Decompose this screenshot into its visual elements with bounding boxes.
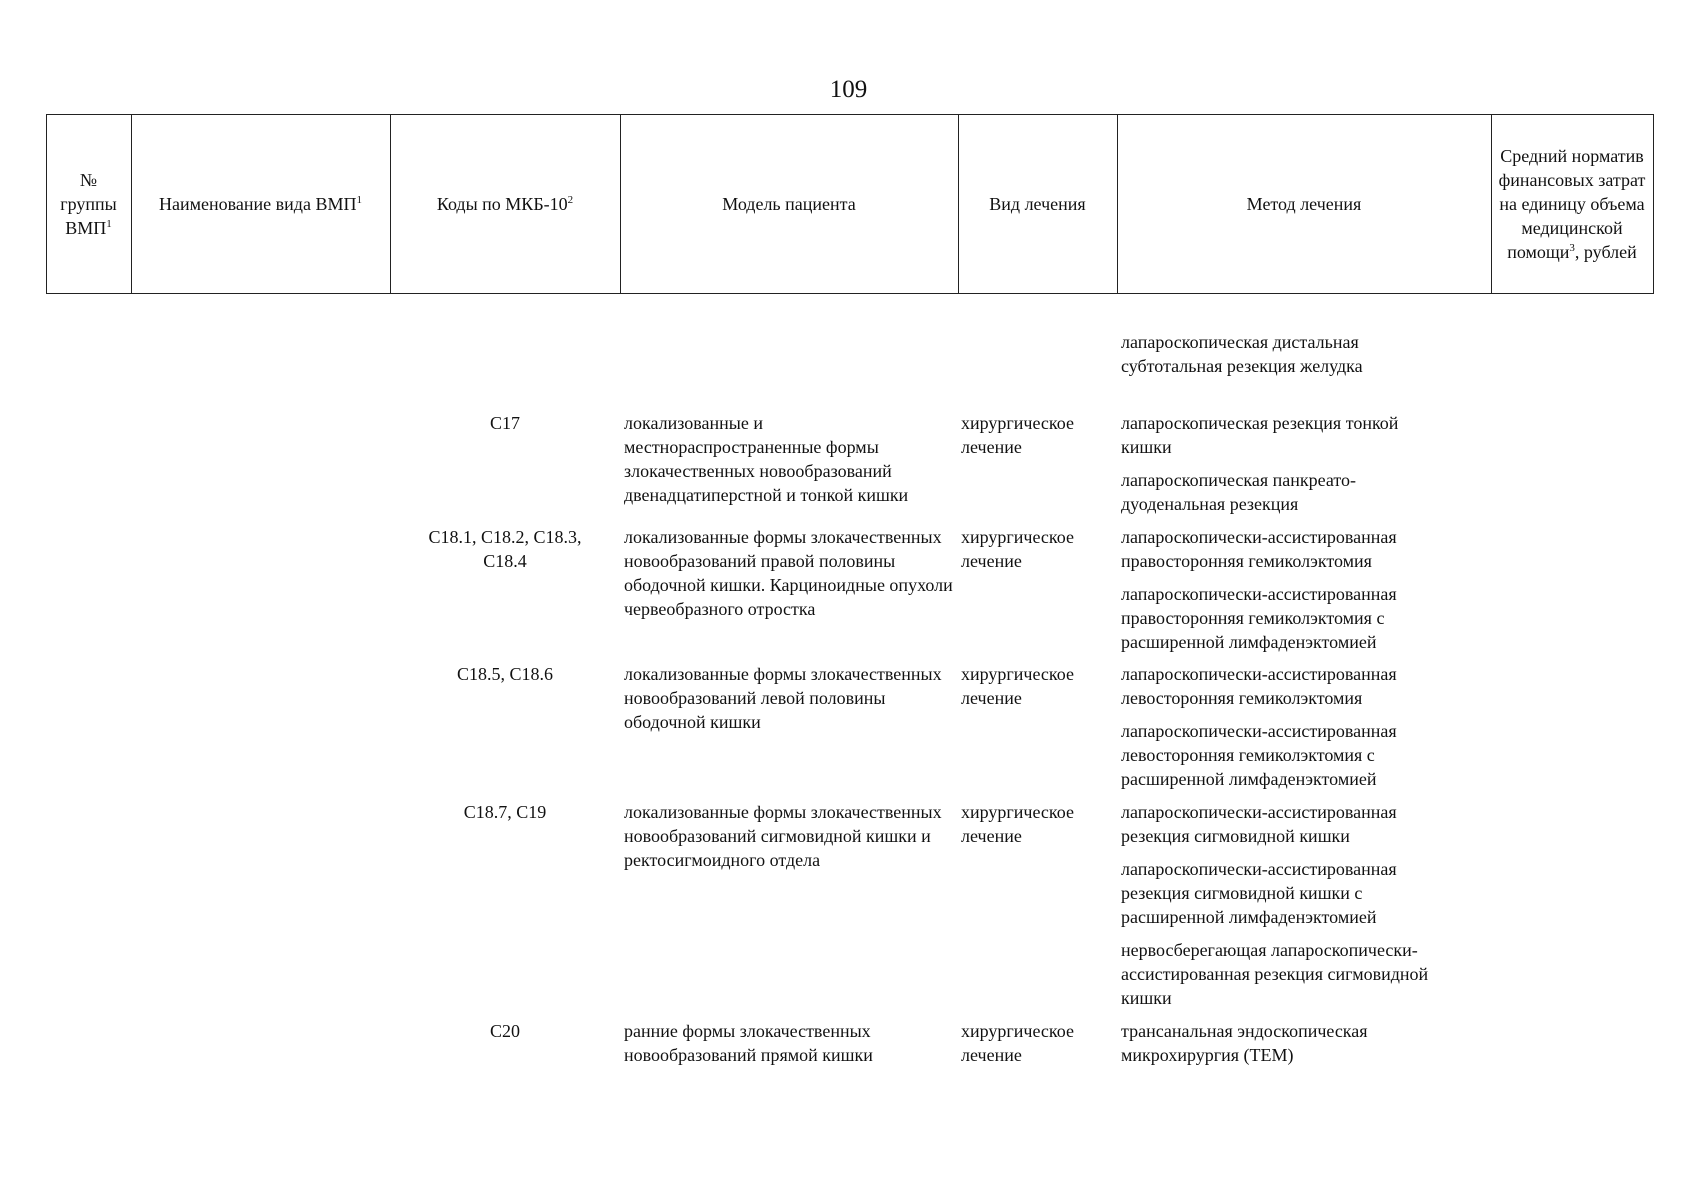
method-cell: лапароскопическая резекция тонкой кишки <box>1121 413 1399 457</box>
icd-code-cell: C18.1, C18.2, C18.3, C18.4 <box>428 527 582 571</box>
page-number: 109 <box>829 76 868 103</box>
treatment-type-cell: хирургическое лечение <box>961 527 1074 571</box>
icd-code-cell: C20 <box>489 1021 520 1041</box>
table-header <box>46 114 1654 294</box>
method-cell: трансанальная эндоскопическая микрохирургия (ТЕМ) <box>1121 1021 1368 1065</box>
icd-code-cell: C18.7, C19 <box>463 802 547 822</box>
method-cell: лапароскопически-ассистированная резекция сигмовидной кишки <box>1121 802 1397 846</box>
header-average-cost: Средний норматив финансовых затрат на единицу объема медицинской помощи$^3$, рублей <box>1498 146 1646 262</box>
header-treatment-type: Вид лечения <box>989 194 1086 214</box>
method-cell: лапароскопически-ассистированная резекция сигмовидной кишки с расширенной лимфаденэктомией <box>1121 859 1397 927</box>
icd-code-cell: C18.5, C18.6 <box>456 664 553 684</box>
treatment-type-cell: хирургическое лечение <box>961 664 1074 708</box>
header-group-number: № группы ВМП$^1$ <box>60 170 117 238</box>
method-cell: лапароскопическая панкреато-дуоденальная резекция <box>1121 470 1356 514</box>
method-cell: нервосберегающая лапароскопически-ассистированная резекция сигмовидной кишки <box>1121 940 1429 1008</box>
method-cell: лапароскопически-ассистированная правосторонняя гемиколэктомия с расширенной лимфаденэктомией <box>1121 584 1397 652</box>
treatment-type-cell: хирургическое лечение <box>961 802 1074 846</box>
method-cell: лапароскопически-ассистированная левосторонняя гемиколэктомия с расширенной лимфаденэктомией <box>1121 721 1397 789</box>
icd-code-cell: C17 <box>489 413 520 433</box>
patient-model-cell: локализованные формы злокачественных новообразований сигмовидной кишки и ректосигмоидного отдела <box>624 802 942 870</box>
method-cell: лапароскопически-ассистированная левосторонняя гемиколэктомия <box>1121 664 1397 708</box>
patient-model-cell: локализованные формы злокачественных новообразований правой половины ободочной кишки. Карциноидные опухоли червеобразного отростка <box>624 527 953 619</box>
method-cell: лапароскопически-ассистированная правосторонняя гемиколэктомия <box>1121 527 1397 571</box>
header-vmp-name: Наименование вида ВМП$^1$ <box>159 194 362 214</box>
patient-model-cell: локализованные и местнораспространенные формы злокачественных новообразований двенадцатиперстной и тонкой кишки <box>624 413 909 505</box>
header-patient-model: Модель пациента <box>722 194 856 214</box>
header-treatment-method: Метод лечения <box>1246 194 1362 214</box>
header-icd-codes: Коды по МКБ-$10^2$ <box>436 194 574 214</box>
treatment-type-cell: хирургическое лечение <box>961 1021 1074 1065</box>
treatment-type-cell: хирургическое лечение <box>961 413 1074 457</box>
patient-model-cell: локализованные формы злокачественных новообразований левой половины ободочной кишки <box>624 664 942 732</box>
method-cell: лапароскопическая дистальная субтотальная резекция желудка <box>1121 332 1363 376</box>
patient-model-cell: ранние формы злокачественных новообразований прямой кишки <box>624 1021 873 1065</box>
